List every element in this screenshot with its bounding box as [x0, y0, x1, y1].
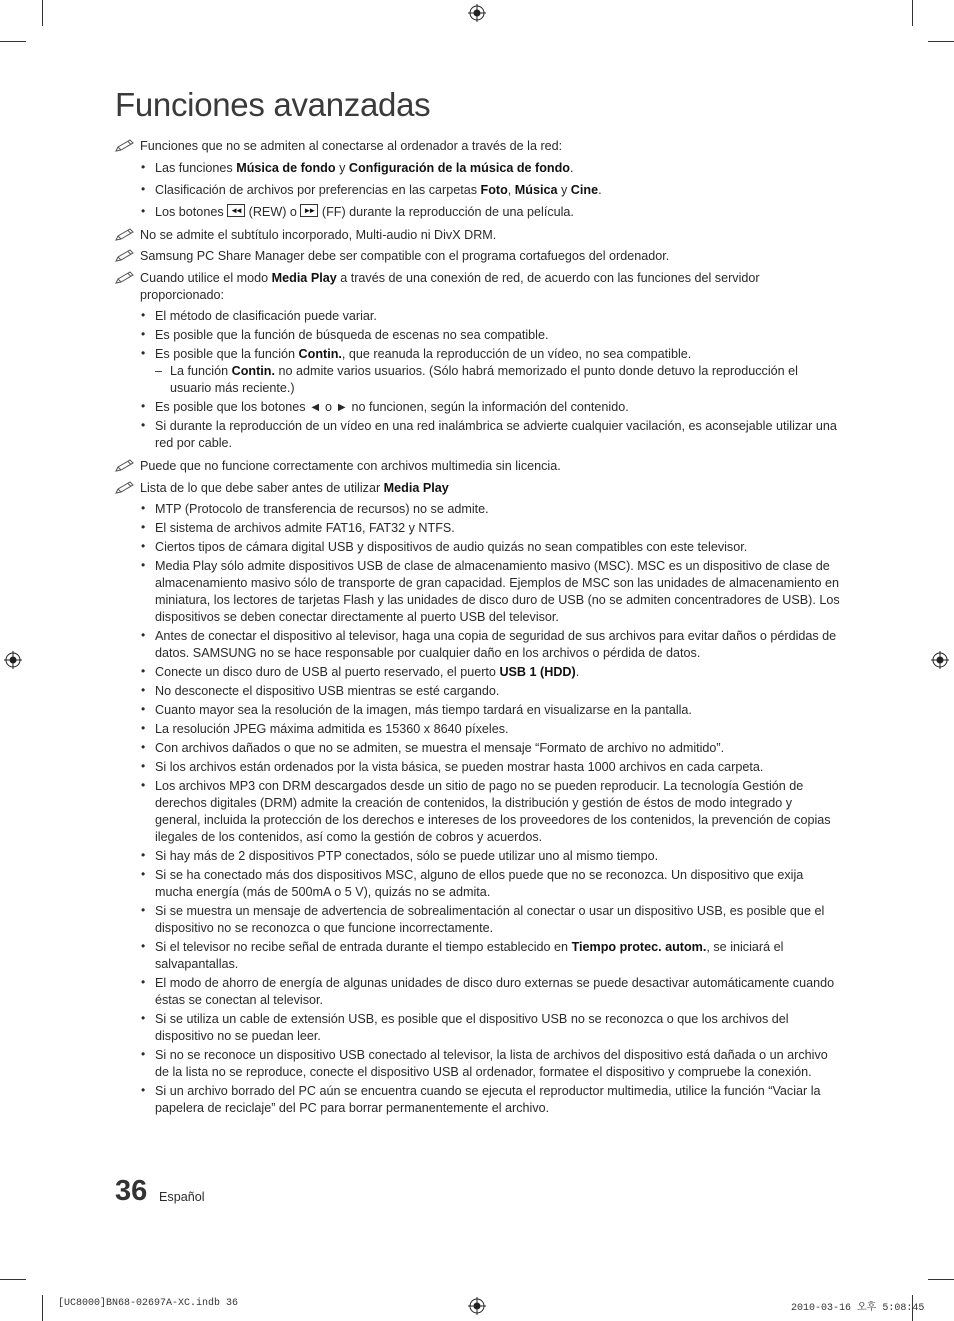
- registration-mark-icon: [931, 651, 949, 669]
- keyword: Configuración de la música de fondo: [348, 160, 570, 175]
- text: Los botones: [155, 204, 228, 219]
- bullet-list: [140, 501, 841, 1117]
- note: [115, 270, 841, 304]
- note-text: Cuando utilice el modo: [140, 270, 272, 285]
- list-item: • Con archivos dañados o que no se admiten, se muestra el mensaje “Formato de archivo no admitido”.: [140, 740, 841, 757]
- note-text: a través de una conexión de red, de acuerdo con las funciones del servidor proporcionado:: [140, 270, 760, 302]
- text: Clasificación de archivos por preferencias en las carpetas: [155, 182, 481, 197]
- list-item: • Es posible que los botones ◄ o ► no funcionen, según la información del contenido.: [140, 399, 841, 416]
- list-item: • Si se ha conectado más dos dispositivos MSC, alguno de ellos puede que no se reconozca. Un dispositivo que exija mucha energía (más de 500mA o 5 V), quizás no se admita.: [140, 867, 841, 901]
- page-title: Funciones avanzadas: [115, 86, 431, 123]
- note-text: Lista de lo que debe saber antes de utilizar: [140, 480, 384, 495]
- registration-mark-icon: [4, 651, 22, 669]
- list-item: • Cuanto mayor sea la resolución de la imagen, más tiempo tardará en visualizarse en la pantalla.: [140, 702, 841, 719]
- list-item: • Antes de conectar el dispositivo al televisor, haga una copia de seguridad de sus archivos para evitar daños o pérdidas de datos. SAMSUNG no se hace responsable por cualquier daño en los archivos o pérdida de datos.: [140, 628, 841, 662]
- pencil-note-icon: [115, 139, 135, 153]
- list-item: [140, 182, 841, 199]
- text: ,: [507, 182, 515, 197]
- list-item: [140, 939, 841, 973]
- list-item: • Si no se reconoce un dispositivo USB conectado al televisor, la lista de archivos del dispositivo está dañada o un archivo de la lista no se reproduce, conecte el dispositivo USB al ordenador, formatee el dispositivo y compruebe la conexión.: [140, 1047, 841, 1081]
- note-text: Puede que no funcione correctamente con archivos multimedia sin licencia.: [140, 459, 561, 473]
- list-item: • Media Play sólo admite dispositivos USB de clase de almacenamiento masivo (MSC). MSC es un dispositivo de clase de almacenamiento masivo sólo de transporte de gran capacidad. Ejemplos de MSC son las unidades de almacenamiento en miniatura, los lectores de tarjetas Flash y las unidades de disco duro de USB (no se admiten concentradores de USB). Los dispositivos se deben conectar directamente al puerto USB del televisor.: [140, 558, 841, 626]
- list-item: • Si hay más de 2 dispositivos PTP conectados, sólo se puede utilizar uno al mismo tiempo.: [140, 848, 841, 865]
- bullet-list: [140, 308, 841, 452]
- note: [115, 458, 841, 475]
- sub-item: [155, 363, 841, 397]
- list-item: • El sistema de archivos admite FAT16, FAT32 y NTFS.: [140, 520, 841, 537]
- crop-mark: [42, 1295, 43, 1321]
- crop-mark: [0, 1279, 26, 1280]
- text: .: [598, 182, 602, 197]
- text: La función: [170, 364, 232, 378]
- crop-mark: [0, 41, 26, 42]
- list-item: [140, 204, 841, 221]
- text: (FF) durante la reproducción de una película.: [318, 204, 574, 219]
- list-item: • La resolución JPEG máxima admitida es 15360 x 8640 píxeles.: [140, 721, 841, 738]
- registration-mark-icon: [468, 4, 486, 22]
- keyword: Media Play: [383, 480, 449, 495]
- fast-forward-button-icon: ►►: [300, 204, 318, 217]
- pencil-note-icon: [115, 271, 135, 285]
- list-item: • Si se muestra un mensaje de advertencia de sobrealimentación al conectar o usar un dispositivo USB, es posible que el dispositivo no se reconozca o que funcione incorrectamente.: [140, 903, 841, 937]
- text: Conecte un disco duro de USB al puerto reservado, el puerto: [155, 665, 500, 679]
- registration-mark-icon: [468, 1297, 486, 1315]
- pencil-note-icon: [115, 481, 135, 495]
- list-item: • Ciertos tipos de cámara digital USB y dispositivos de audio quizás no sean compatibles con este televisor.: [140, 539, 841, 556]
- list-item: • No desconecte el dispositivo USB mientras se esté cargando.: [140, 683, 841, 700]
- pencil-note-icon: [115, 228, 135, 242]
- note: [115, 480, 841, 497]
- rewind-button-icon: ◄◄: [227, 204, 245, 217]
- text: Las funciones: [155, 160, 237, 175]
- keyword: USB 1 (HDD): [499, 665, 576, 679]
- keyword: Contin.: [298, 347, 342, 361]
- crop-mark: [928, 1279, 954, 1280]
- text: , se iniciará el salvapantallas.: [155, 940, 784, 971]
- text: y: [557, 182, 571, 197]
- keyword: Música de fondo: [236, 160, 336, 175]
- crop-mark: [912, 0, 913, 26]
- text: y: [335, 160, 349, 175]
- keyword: Foto: [480, 182, 508, 197]
- print-slug-date: 2010-03-16 오후 5:08:45: [791, 1303, 925, 1314]
- list-item: • El modo de ahorro de energía de algunas unidades de disco duro externas se puede desactivar automáticamente cuando éstas se conectan al televisor.: [140, 975, 841, 1009]
- keyword: Media Play: [271, 270, 337, 285]
- text: .: [575, 665, 580, 679]
- crop-mark: [42, 0, 43, 26]
- text: Si el televisor no recibe señal de entrada durante el tiempo establecido en: [155, 940, 572, 954]
- note-text: Funciones que no se admiten al conectarse al ordenador a través de la red:: [140, 139, 563, 153]
- list-item: • MTP (Protocolo de transferencia de recursos) no se admite.: [140, 501, 841, 518]
- crop-mark: [928, 41, 954, 42]
- list-item: [140, 346, 841, 397]
- list-item: • Los archivos MP3 con DRM descargados desde un sitio de pago no se pueden reproducir. La tecnología Gestión de derechos digitales (DRM) admite la creación de contenidos, la distribución y gestión de éstos de modo integrado y general, incluida la protección de los derechos e intereses de los proveedores de los contenidos, la prevención de copias ilegales de los contenidos, así como la gestión de cobros y acuerdos.: [140, 778, 841, 846]
- note-text: Samsung PC Share Manager debe ser compatible con el programa cortafuegos del ordenador.: [140, 249, 670, 263]
- list-item: • Si los archivos están ordenados por la vista básica, se pueden mostrar hasta 1000 archivos en cada carpeta.: [140, 759, 841, 776]
- list-item: • Es posible que la función de búsqueda de escenas no sea compatible.: [140, 327, 841, 344]
- page-number: 36: [115, 1175, 148, 1207]
- pencil-note-icon: [115, 459, 135, 473]
- note: [115, 138, 841, 155]
- note-text: No se admite el subtítulo incorporado, Multi-audio ni DivX DRM.: [140, 227, 497, 242]
- text: , que reanuda la reproducción de un vídeo, no sea compatible.: [341, 347, 692, 361]
- print-slug-file: [UC8000]BN68-02697A-XC.indb 36: [58, 1298, 239, 1309]
- text: no admite varios usuarios. (Sólo habrá memorizado el punto donde detuvo la reproducción el usuario más reciente.): [170, 364, 798, 395]
- text: Es posible que la función: [155, 347, 299, 361]
- keyword: Contin.: [231, 364, 275, 378]
- list-item: [140, 160, 841, 177]
- text: (REW) o: [245, 204, 301, 219]
- page-language: Español: [159, 1190, 205, 1204]
- bullet-list: [140, 160, 841, 221]
- list-item: • El método de clasificación puede variar.: [140, 308, 841, 325]
- list-item: • Si durante la reproducción de un vídeo en una red inalámbrica se advierte cualquier vacilación, es aconsejable utilizar una red por cable.: [140, 418, 841, 452]
- text: .: [570, 160, 574, 175]
- keyword: Tiempo protec. autom.: [571, 940, 707, 954]
- list-item: • Si un archivo borrado del PC aún se encuentra cuando se ejecuta el reproductor multimedia, utilice la función “Vaciar la papelera de reciclaje” del PC para borrar permanentemente el archivo.: [140, 1083, 841, 1117]
- keyword: Cine: [570, 182, 599, 197]
- list-item: • Si se utiliza un cable de extensión USB, es posible que el dispositivo USB no se reconozca o que los archivos del dispositivo no se puedan leer.: [140, 1011, 841, 1045]
- note: [115, 227, 841, 244]
- note: [115, 248, 841, 265]
- keyword: Música: [514, 182, 558, 197]
- list-item: [140, 664, 841, 681]
- pencil-note-icon: [115, 249, 135, 263]
- page-content: [115, 138, 841, 1123]
